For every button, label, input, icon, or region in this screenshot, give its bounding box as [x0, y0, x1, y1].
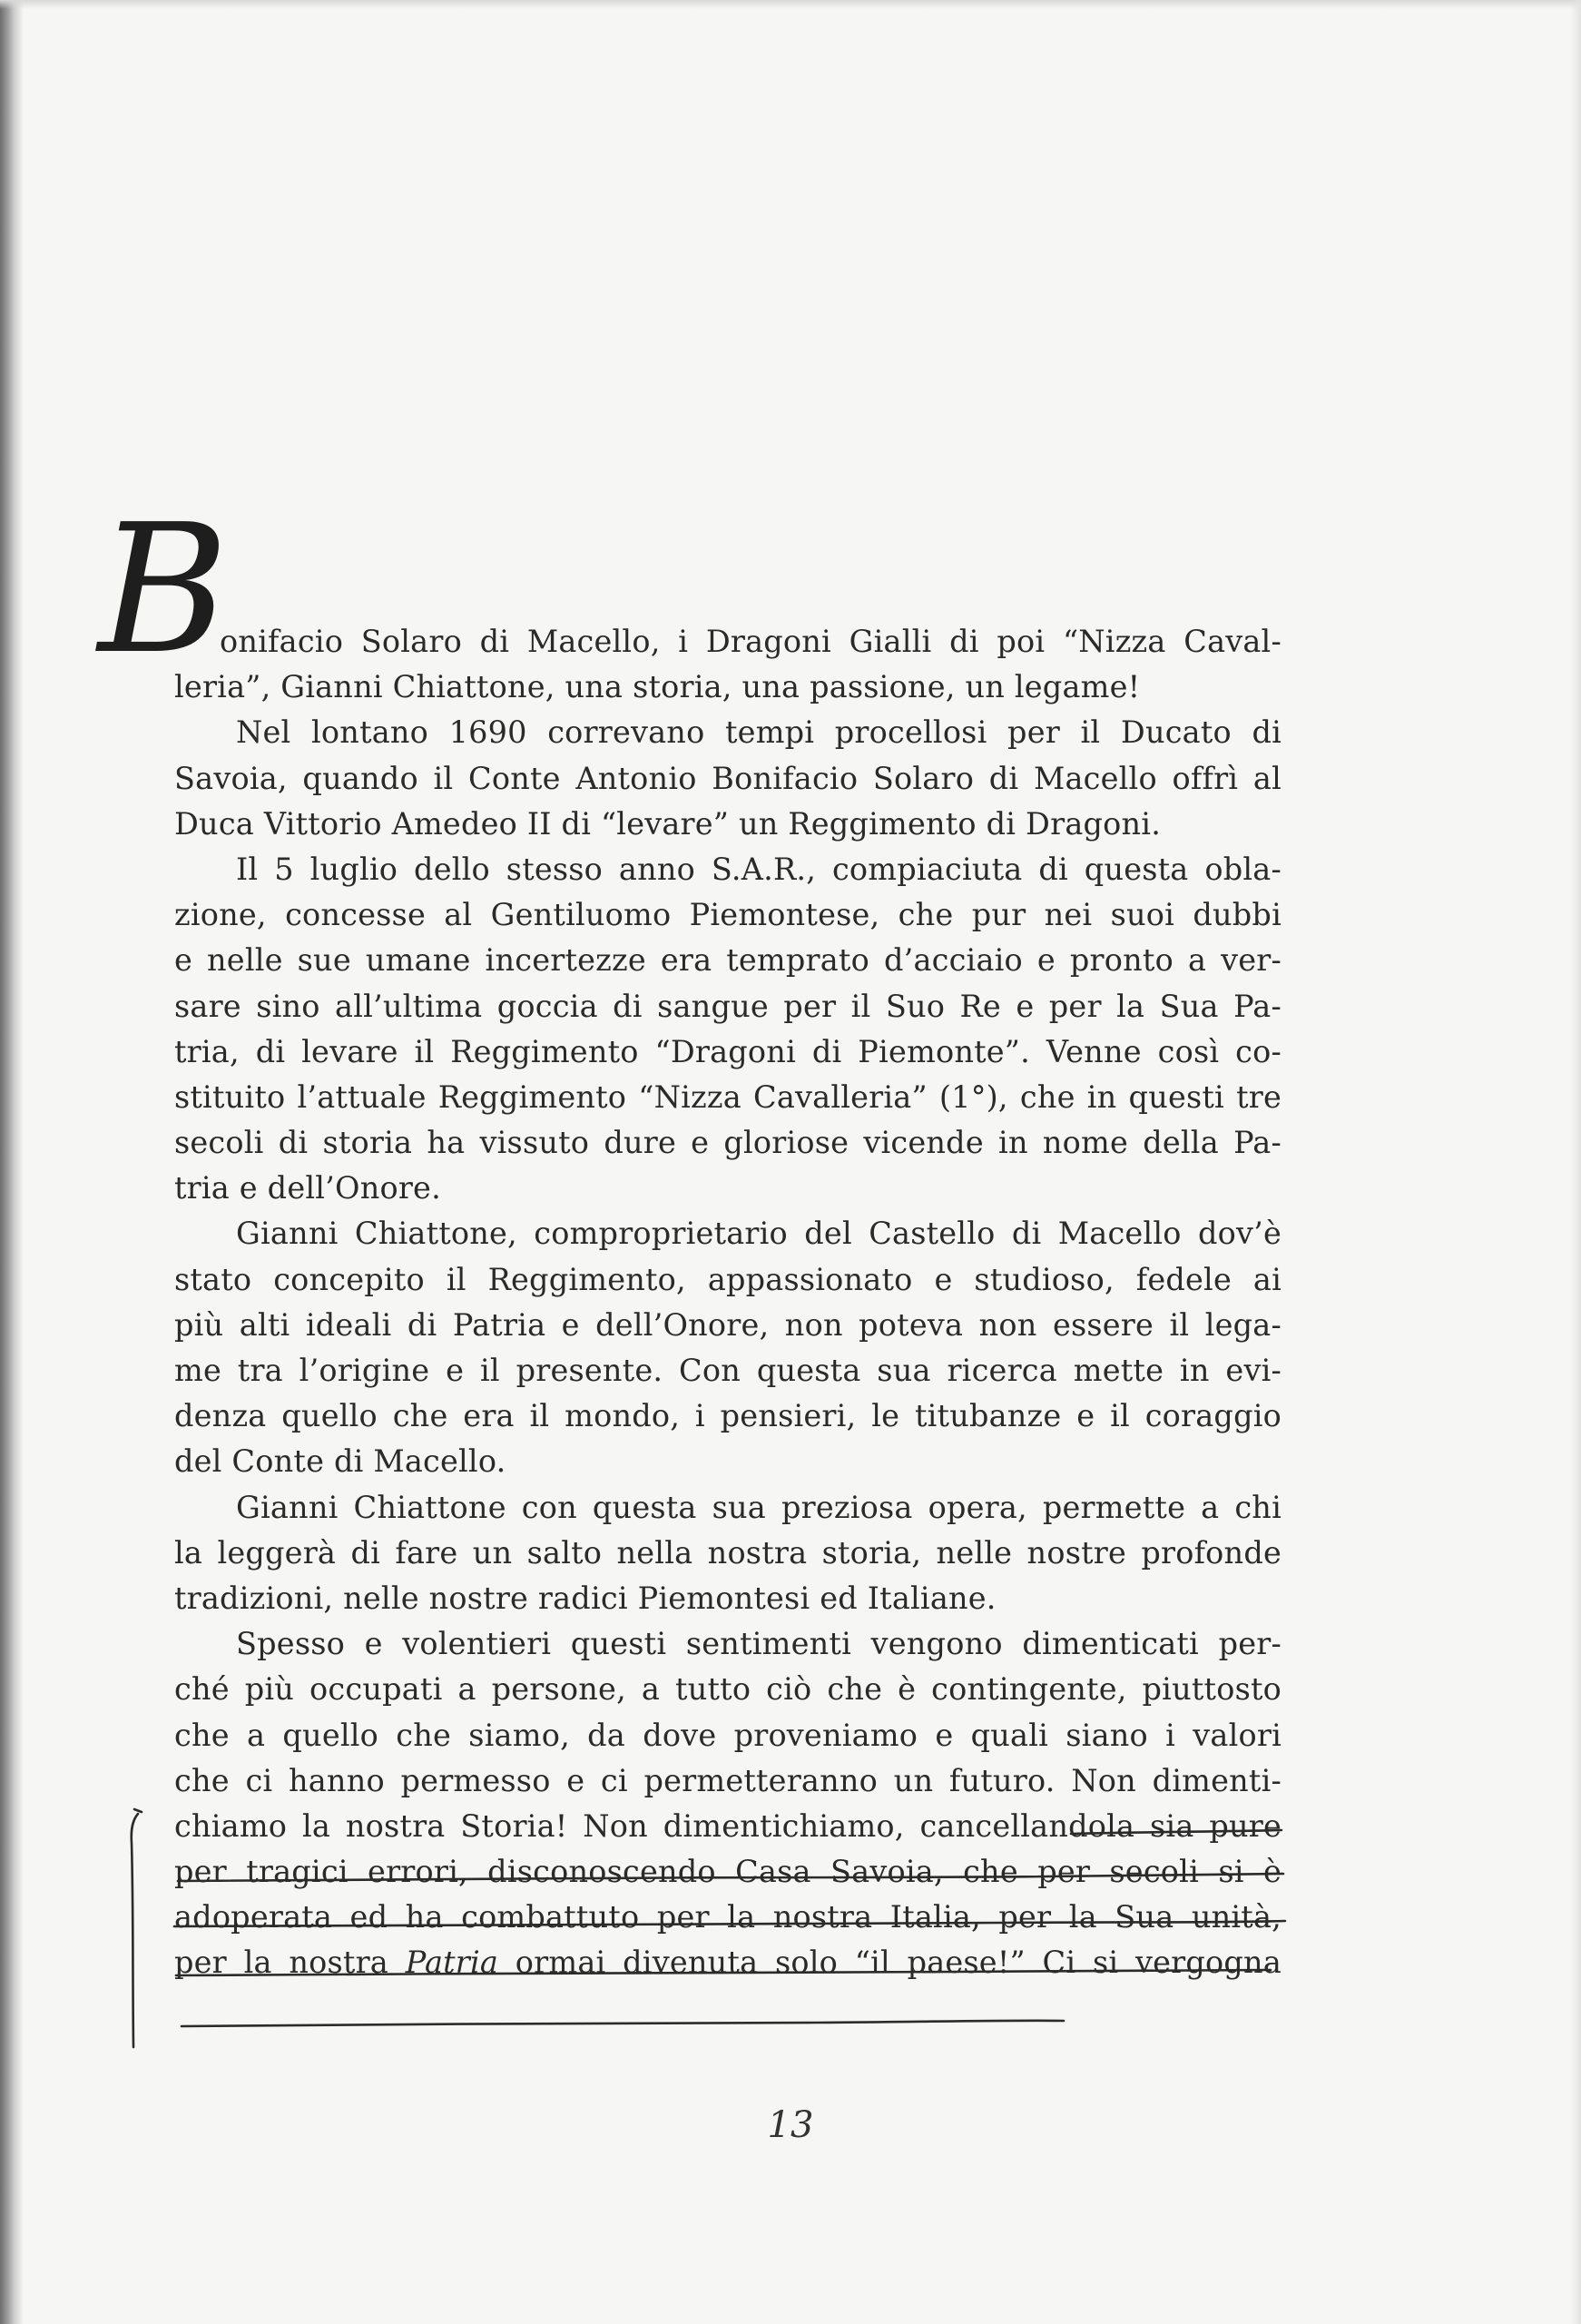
drop-cap-letter: B	[98, 487, 230, 694]
text-line: me tra l’origine e il presente. Con questa sua ricerca mette in evi-	[174, 1353, 1281, 1388]
text-line: stato concepito il Reggimento, appassionato e studioso, fedele ai	[174, 1261, 1281, 1297]
text-line: Duca Vittorio Amedeo II di “levare” un Reggimento di Dragoni.	[174, 805, 1162, 842]
text-line: zione, concesse al Gentiluomo Piemontese, che pur nei suoi dubbi	[174, 897, 1281, 933]
text-line: più alti ideali di Patria e dell’Onore, non poteva non essere il lega-	[174, 1306, 1281, 1343]
text-line: tria e dell’Onore.	[174, 1170, 441, 1206]
body-text	[174, 619, 1281, 1986]
binding-shadow	[0, 0, 24, 2324]
text-line: Il 5 luglio dello stesso anno S.A.R., compiaciuta di questa obla-	[236, 851, 1281, 887]
text-line: la leggerà di fare un salto nella nostra storia, nelle nostre profonde	[174, 1534, 1281, 1571]
text-line: denza quello che era il mondo, i pensieri, le titubanze e il coraggio	[174, 1398, 1281, 1434]
page-top-edge	[0, 0, 1581, 9]
text-line: tria, di levare il Reggimento “Dragoni di Piemonte”. Venne così co-	[174, 1033, 1281, 1069]
text-line-with-italic	[174, 1940, 1281, 1985]
text-line: per tragici errori, disconoscendo Casa Savoia, che per secoli si è	[174, 1854, 1281, 1890]
text-line: chiamo la nostra Storia! Non dimentichiamo, cancellandola sia pure	[174, 1807, 1281, 1844]
text-line: adoperata ed ha combattuto per la nostra Italia, per la Sua unità,	[174, 1899, 1281, 1935]
page-right-edge	[1570, 0, 1581, 2324]
text-line: secoli di storia ha vissuto dure e gloriose vicende in nome della Pa-	[174, 1125, 1281, 1161]
text-line: onifacio Solaro di Macello, i Dragoni Gialli di poi “Nizza Caval-	[220, 624, 1281, 659]
italic-word: Patria	[405, 1945, 499, 1981]
text-line: Gianni Chiattone, comproprietario del Castello di Macello dov’è	[236, 1216, 1281, 1252]
text-line: che a quello che siamo, da dove proveniamo e quali siano i valori	[174, 1717, 1281, 1753]
text-line: del Conte di Macello.	[174, 1443, 506, 1480]
text-line: Savoia, quando il Conte Antonio Bonifacio Solaro di Macello offrì al	[174, 760, 1281, 796]
text-line: sare sino all’ultima goccia di sangue per il Suo Re e per la Sua Pa-	[174, 988, 1281, 1024]
text-fragment: per la nostra	[174, 1945, 406, 1981]
text-line: Spesso e volentieri questi sentimenti vengono dimenticati per-	[236, 1626, 1281, 1662]
text-line: Nel lontano 1690 correvano tempi procellosi per il Ducato di	[236, 714, 1281, 751]
text-line: stituito l’attuale Reggimento “Nizza Cavalleria” (1°), che in questi tre	[174, 1078, 1281, 1115]
text-fragment: ormai divenuta solo “il paese!” Ci si vergogna	[498, 1945, 1281, 1981]
text-line: che ci hanno permesso e ci permetteranno un futuro. Non dimenti-	[174, 1762, 1281, 1798]
text-line: ché più occupati a persone, a tutto ciò che è contingente, piuttosto	[174, 1671, 1281, 1708]
text-line: e nelle sue umane incertezze era temprato d’acciaio e pronto a ver-	[174, 942, 1281, 979]
margin-tick-mark	[134, 1809, 142, 1812]
underline-mark	[182, 2021, 1064, 2026]
page-number: 13	[767, 2104, 814, 2146]
text-line: leria”, Gianni Chiattone, una storia, una passione, un legame!	[174, 669, 1141, 705]
text-line: Gianni Chiattone con questa sua preziosa opera, permette a chi	[236, 1489, 1281, 1525]
text-line: tradizioni, nelle nostre radici Piemontesi ed Italiane.	[174, 1580, 997, 1616]
margin-bracket-mark	[132, 1814, 138, 2047]
